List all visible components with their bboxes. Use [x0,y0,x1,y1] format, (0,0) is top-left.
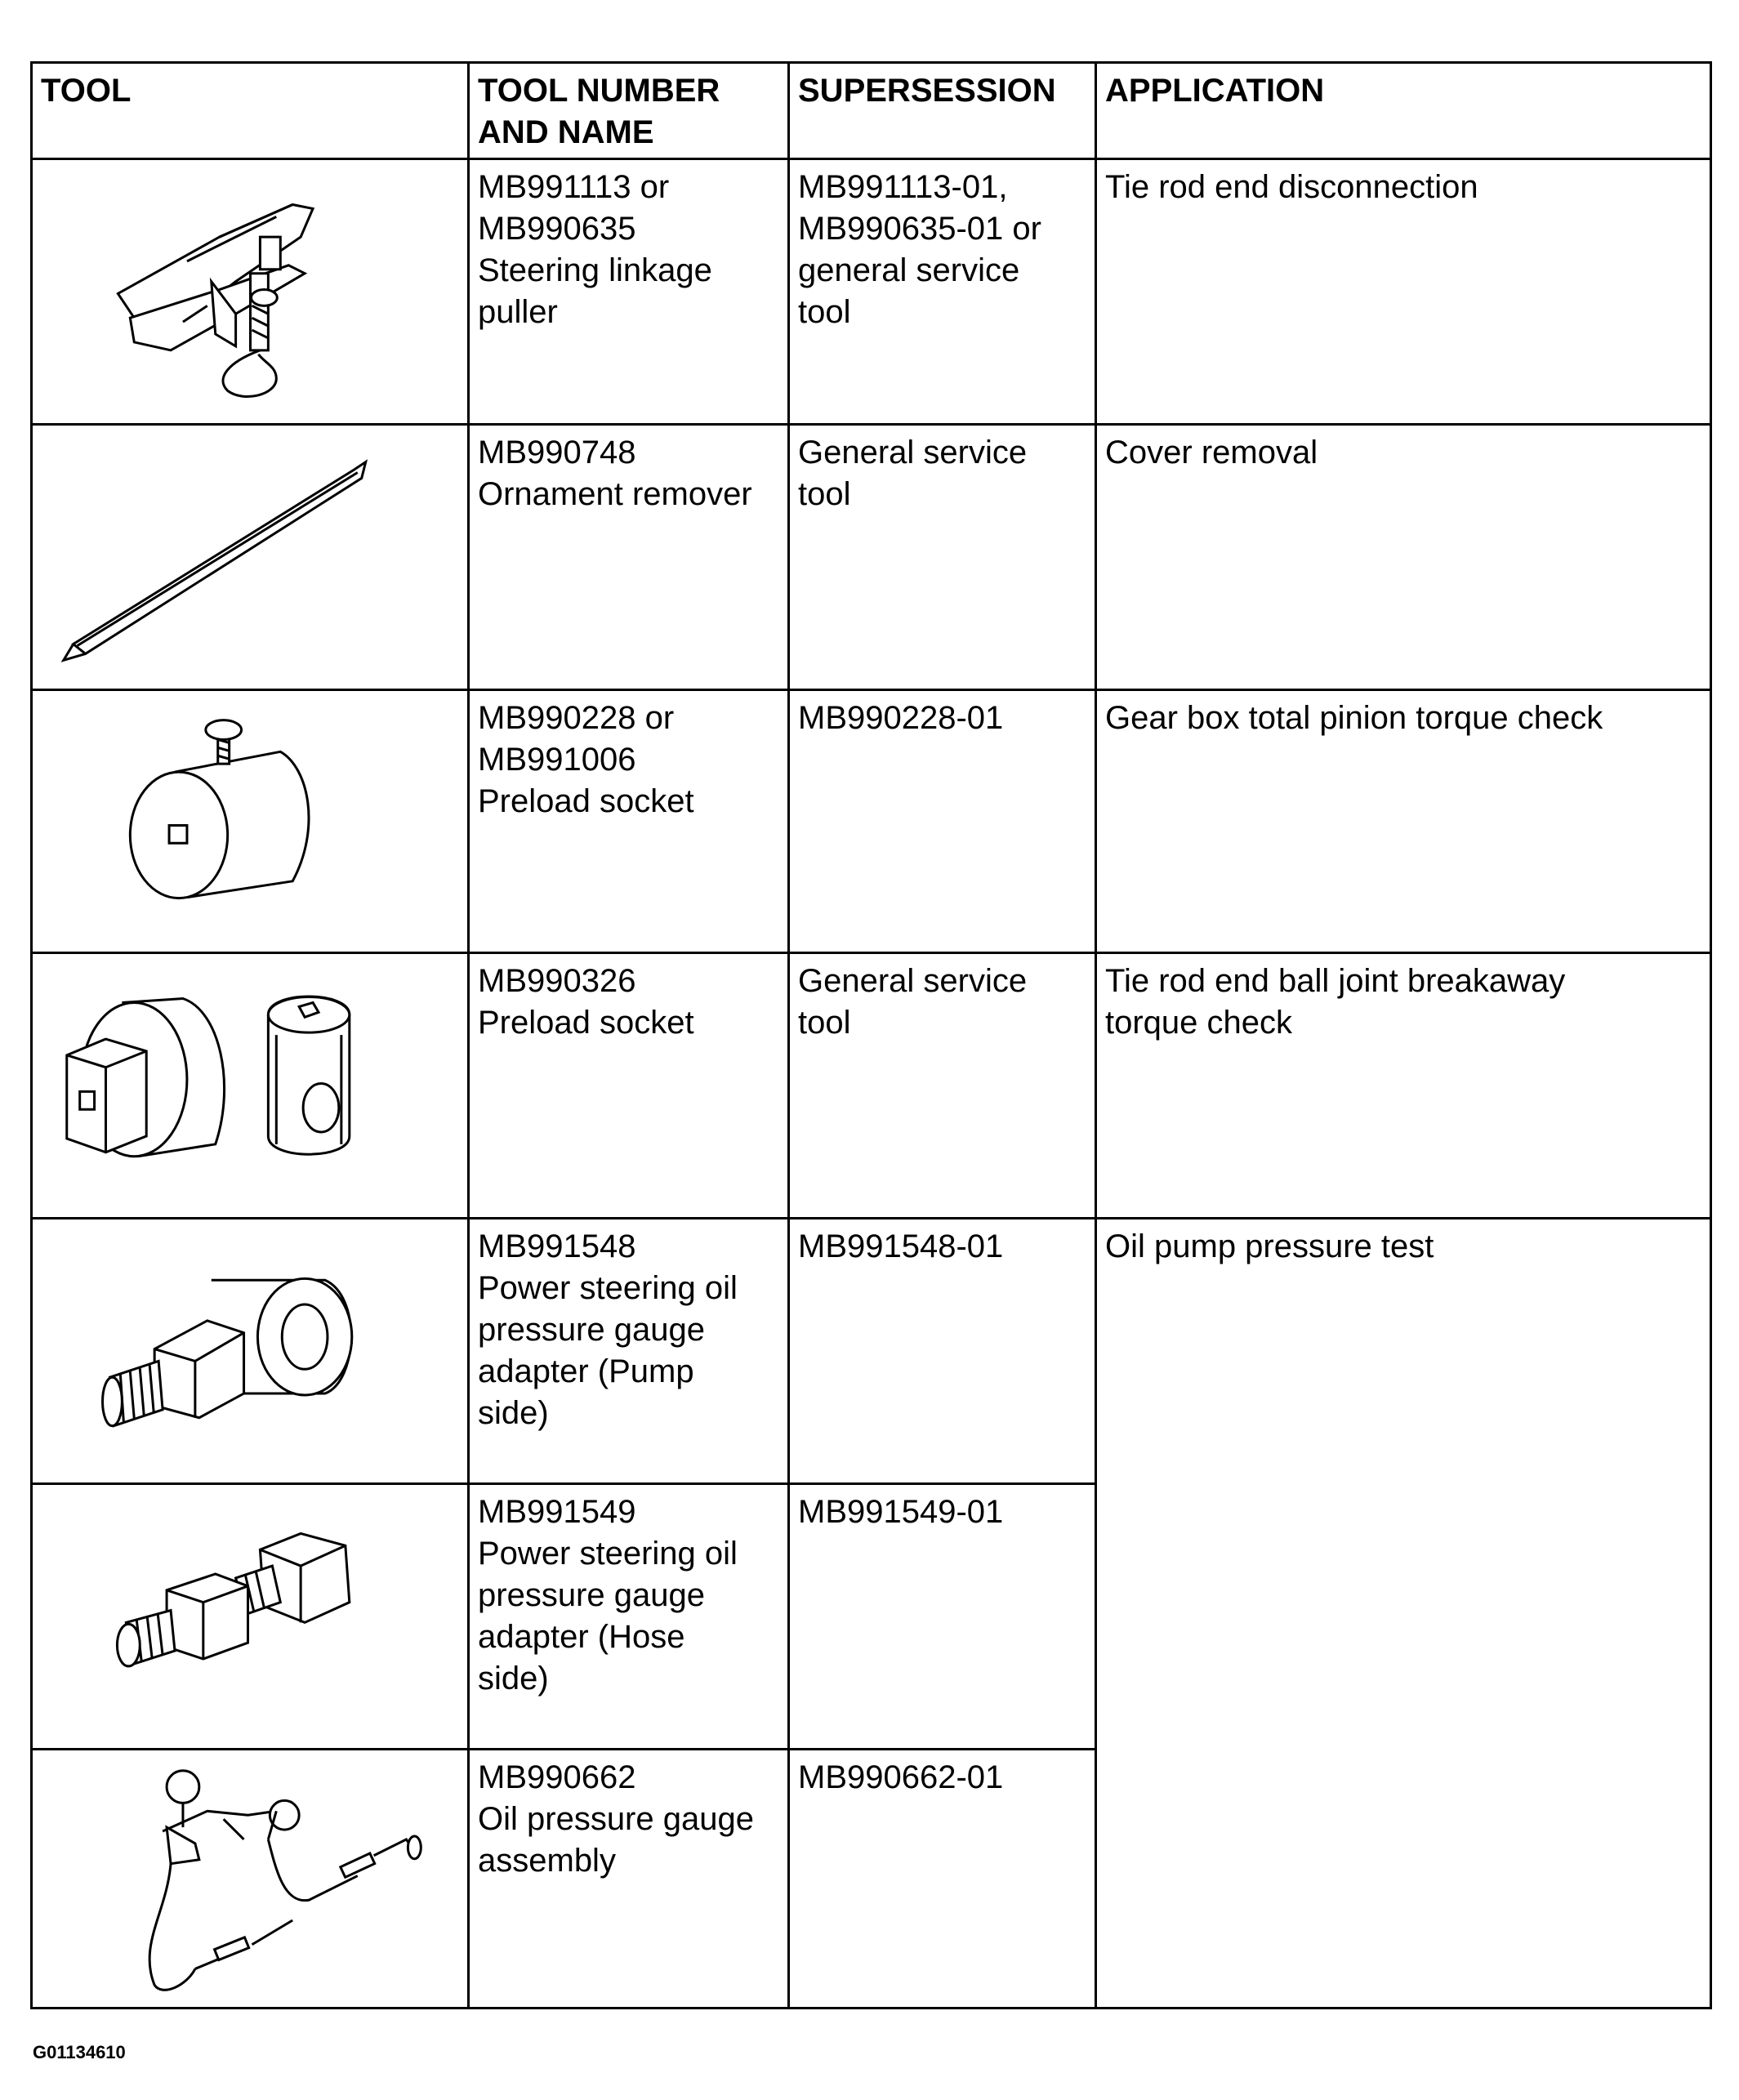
table-row [32,159,1711,425]
table-row [32,1219,1711,1484]
supersession-cell: MB990662-01 [789,1750,1096,2009]
tool-number-cell: MB990326 Preload socket [469,953,789,1219]
header-application: APPLICATION [1096,63,1711,159]
tool-image-cell [32,159,469,425]
oil-pressure-gauge-assembly-icon [33,1750,467,2007]
tool-number-cell: MB991113 or MB990635 Steering linkage puller [469,159,789,425]
application-cell: Gear box total pinion torque check [1096,690,1711,953]
supersession-cell: General service tool [789,953,1096,1219]
supersession-cell: MB990228-01 [789,690,1096,953]
table-row [32,425,1711,690]
tool-number-cell: MB990662 Oil pressure gauge assembly [469,1750,789,2009]
tool-image-cell [32,953,469,1219]
application-cell: Tie rod end ball joint breakaway torque check [1096,953,1711,1219]
tool-image-cell [32,1219,469,1484]
header-row [32,63,1711,159]
preload-socket-pair-icon [33,954,467,1217]
tool-number-cell: MB990228 or MB991006 Preload socket [469,690,789,953]
application-cell: Oil pump pressure test [1096,1219,1711,2009]
table-row [32,690,1711,953]
supersession-cell: MB991113-01, MB990635-01 or general service tool [789,159,1096,425]
table-row [32,953,1711,1219]
application-cell: Tie rod end disconnection [1096,159,1711,425]
tool-number-cell: MB991549 Power steering oil pressure gauge adapter (Hose side) [469,1484,789,1750]
steering-linkage-puller-icon [33,160,467,423]
supersession-cell: MB991548-01 [789,1219,1096,1484]
tool-number-cell: MB990748 Ornament remover [469,425,789,690]
hose-side-adapter-icon [33,1485,467,1748]
pump-side-adapter-icon [33,1219,467,1482]
header-supersession: SUPERSESSION [789,63,1096,159]
supersession-cell: MB991549-01 [789,1484,1096,1750]
ornament-remover-icon [33,426,467,689]
supersession-cell: General service tool [789,425,1096,690]
header-tool-number: TOOL NUMBER AND NAME [469,63,789,159]
preload-socket-icon [33,691,467,952]
figure-id: G01134610 [33,2042,126,2062]
tool-image-cell [32,1750,469,2009]
header-tool: TOOL [32,63,469,159]
tool-image-cell [32,425,469,690]
tool-image-cell [32,1484,469,1750]
tool-number-cell: MB991548 Power steering oil pressure gauge adapter (Pump side) [469,1219,789,1484]
special-tools-table [30,61,1712,2009]
tool-image-cell [32,690,469,953]
application-cell: Cover removal [1096,425,1711,690]
